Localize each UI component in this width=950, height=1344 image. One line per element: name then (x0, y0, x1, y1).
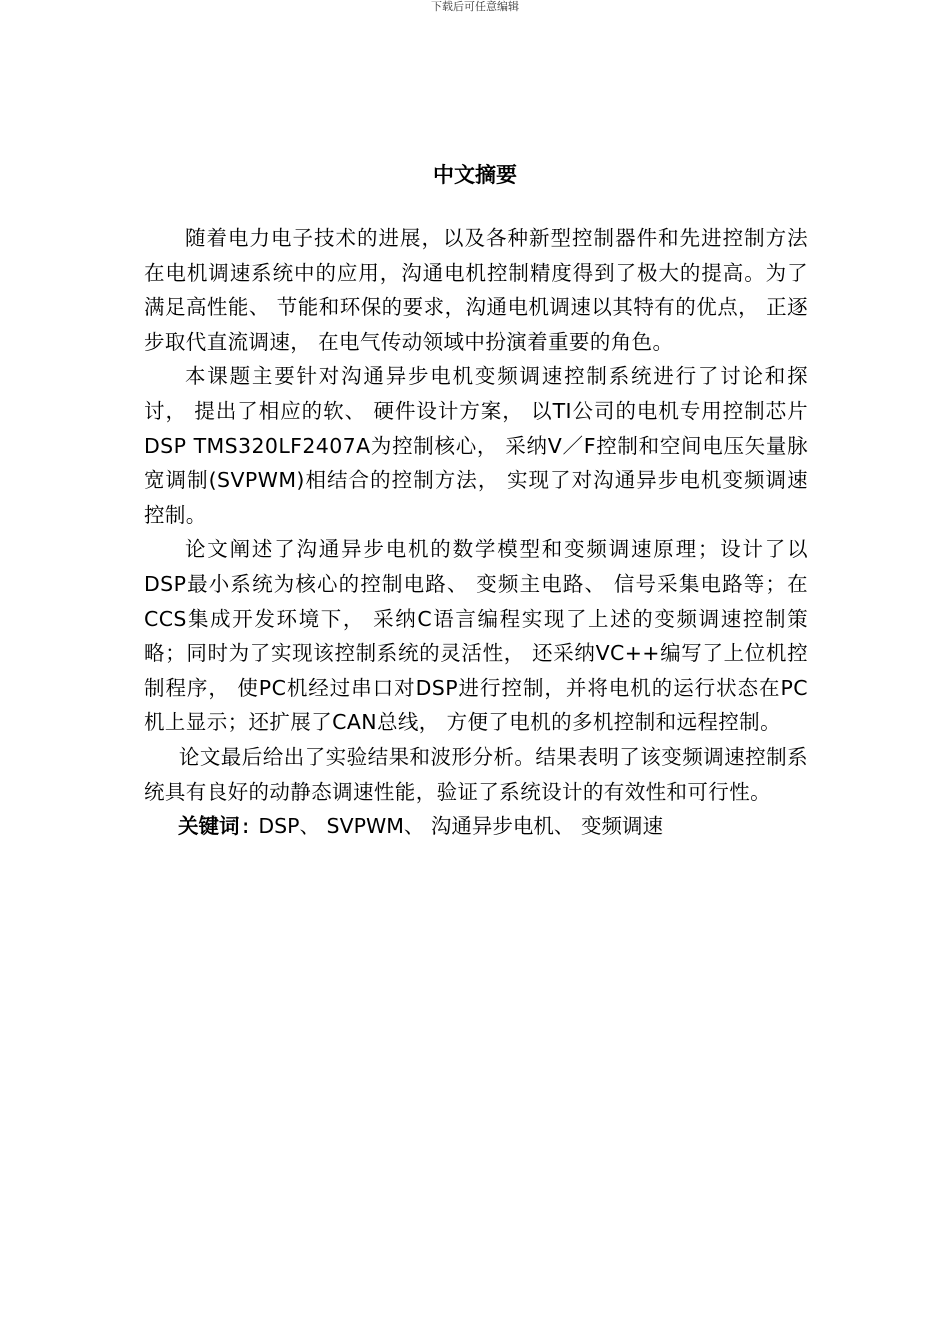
abstract-body (144, 221, 808, 844)
keywords-label: 关键词 (178, 814, 240, 839)
abstract-paragraph-1: 随着电力电子技术的进展，以及各种新型控制器件和先进控制方法在电机调速系统中的应用，沟通电机控制精度得到了极大的提高。为了满足高性能、 节能和环保的要求，沟通电机调速以其特有的优点， 正逐步取代直流调速， 在电气传动领域中扮演着重要的角色。 (144, 226, 808, 354)
abstract-paragraph-2: 本课题主要针对沟通异步电机变频调速控制系统进行了讨论和探讨， 提出了相应的软、 硬件设计方案， 以TI公司的电机专用控制芯片DSP TMS320LF2407A为控制核心， 采纳V／F控制和空间电压矢量脉宽调制(SVPWM)相结合的控制方法， 实现了对沟通异步电机变频调速控制。 (144, 364, 808, 527)
abstract-paragraph-4: 论文最后给出了实验结果和波形分析。结果表明了该变频调速控制系统具有良好的动静态调速性能，验证了系统设计的有效性和可行性。 (144, 744, 808, 804)
keywords-separator: : (239, 814, 252, 839)
abstract-paragraph-3: 论文阐述了沟通异步电机的数学模型和变频调速原理；设计了以DSP最小系统为核心的控制电路、 变频主电路、 信号采集电路等；在CCS集成开发环境下， 采纳C语言编程实现了上述的变频调速控制策略；同时为了实现该控制系统的灵活性， 还采纳VC++编写了上位机控制程序， 使PC机经过串口对DSP进行控制，并将电机的运行状态在PC机上显示；还扩展了CAN总线， 方便了电机的多机控制和远程控制。 (144, 537, 808, 735)
abstract-title: 中文摘要 (433, 163, 517, 187)
keywords-line (144, 809, 808, 844)
page-header-note: 下载后可任意编辑 (431, 0, 519, 13)
keywords-value: DSP、 SVPWM、 沟通异步电机、 变频调速 (258, 814, 663, 839)
